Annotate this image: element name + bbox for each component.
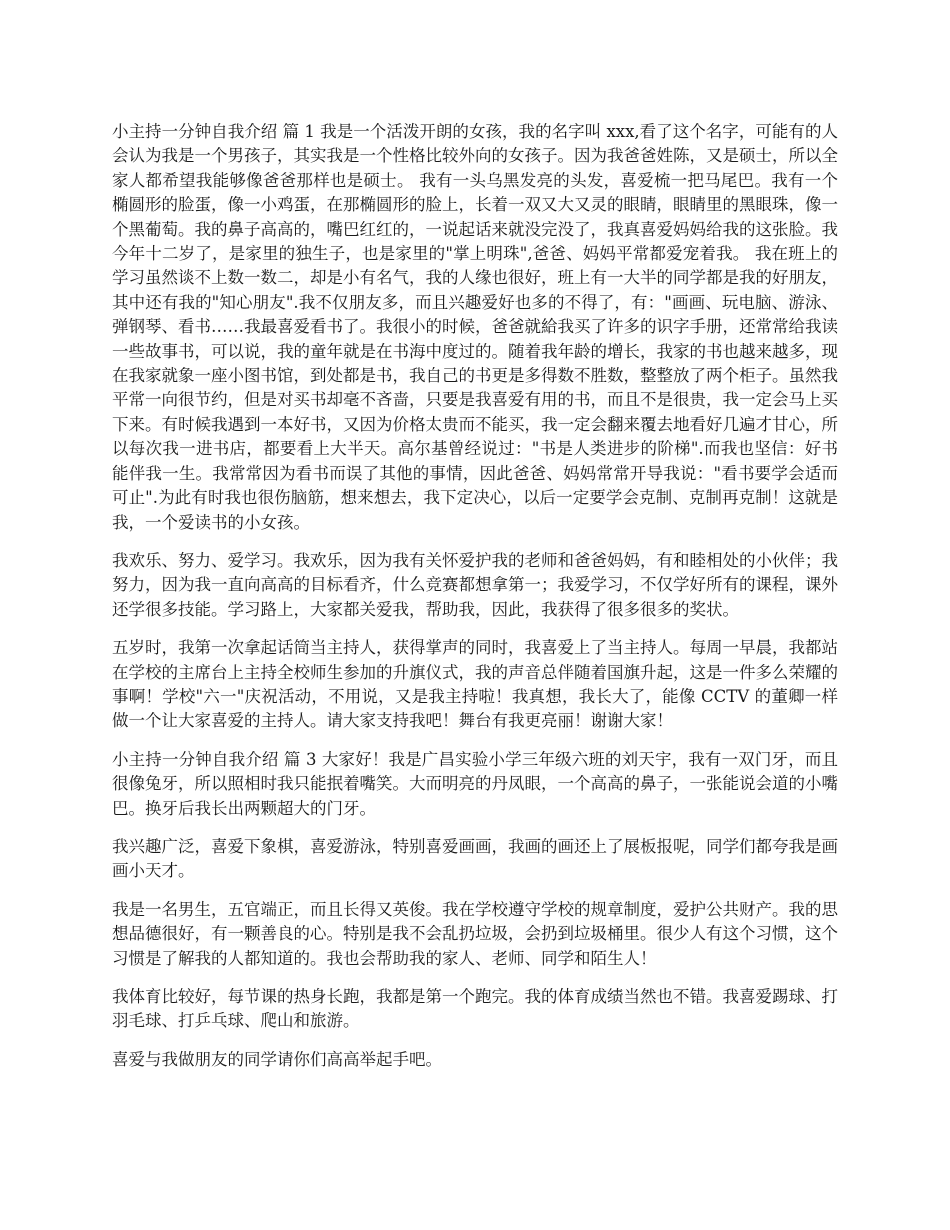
paragraph-2: 我欢乐、努力、爱学习。我欢乐，因为我有关怀爱护我的老师和爸爸妈妈，有和睦相处的小伙伴；我努力，因为我一直向高高的目标看齐，什么竞赛都想拿第一；我爱学习，不仅学好所有的课程，课外还学很多技能。学习路上，大家都关爱我，帮助我，因此，我获得了很多很多的奖状。 [112,550,838,619]
document-page [112,120,838,1086]
paragraph-7: 我体育比较好，每节课的热身长跑，我都是第一个跑完。我的体育成绩当然也不错。我喜爱踢球、打羽毛球、打乒乓球、爬山和旅游。 [112,987,838,1031]
paragraph-4: 小主持一分钟自我介绍 篇 3 大家好！我是广昌实验小学三年级六班的刘天宇，我有一双门牙，而且很像兔牙，所以照相时我只能抿着嘴笑。大而明亮的丹凤眼，一个高高的鼻子，一张能说会道的小嘴巴。换牙后我长出两颗超大的门牙。 [112,749,838,818]
paragraph-6: 我是一名男生，五官端正，而且长得又英俊。我在学校遵守学校的规章制度，爱护公共财产。我的思想品德很好，有一颗善良的心。特别是我不会乱扔垃圾，会扔到垃圾桶里。很少人有这个习惯，这个习惯是了解我的人都知道的。我也会帮助我的家人、老师、同学和陌生人！ [112,899,838,968]
paragraph-3: 五岁时，我第一次拿起话筒当主持人，获得掌声的同时，我喜爱上了当主持人。每周一早晨，我都站在学校的主席台上主持全校师生参加的升旗仪式，我的声音总伴随着国旗升起，这是一件多么荣耀的事啊！学校"六一"庆祝活动，不用说，又是我主持啦！我真想，我长大了，能像 CCTV 的董卿一样做一个让大家喜爱的主持人。请大家支持我吧！舞台有我更亮丽！谢谢大家！ [112,638,838,731]
paragraph-1: 小主持一分钟自我介绍 篇 1 我是一个活泼开朗的女孩，我的名字叫 xxx,看了这个名字，可能有的人会认为我是一个男孩子，其实我是一个性格比较外向的女孩子。因为我爸爸姓陈，又是硕士，所以全家人都希望我能够像爸爸那样也是硕士。 我有一头乌黑发亮的头发，喜爱梳一把马尾巴。我有一个椭圆形的脸蛋，像一小鸡蛋，在那椭圆形的脸上，长着一双又大又灵的眼睛，眼睛里的黑眼珠，像一个黑葡萄。我的鼻子高高的，嘴巴红红的，一说起话来就没完没了，我真喜爱妈妈给我的这张脸。我今年十二岁了，是家里的独生子，也是家里的"掌上明珠",爸爸、妈妈平常都爱宠着我。 我在班上的学习虽然谈不上数一数二，却是小有名气，我的人缘也很好，班上有一大半的同学都是我的好朋友，其中还有我的"知心朋友".我不仅朋友多，而且兴趣爱好也多的不得了，有："画画、玩电脑、游泳、弹钢琴、看书……我最喜爱看书了。我很小的时候，爸爸就給我买了许多的识字手册，还常常给我读一些故事书，可以说，我的童年就是在书海中度过的。随着我年龄的增长，我家的书也越来越多，现在我家就象一座小图书馆，到处都是书，我自己的书更是多得数不胜数，整整放了两个柜子。虽然我平常一向很节约，但是对买书却毫不吝啬，只要是我喜爱有用的书，而且不是很贵，我一定会马上买下来。有时候我遇到一本好书，又因为价格太贵而不能买，我一定会翻来覆去地看好几遍才甘心，所以每次我一进书店，都要看上大半天。高尔基曾经说过："书是人类进步的阶梯".而我也坚信：好书能伴我一生。我常常因为看书而误了其他的事情，因此爸爸、妈妈常常开导我说："看书要学会适而可止".为此有时我也很伤脑筋，想来想去，我下定决心，以后一定要学会克制、克制再克制！这就是我，一个爱读书的小女孩。 [112,122,838,532]
paragraph-8: 喜爱与我做朋友的同学请你们高高举起手吧。 [112,1049,442,1069]
paragraph-5: 我兴趣广泛，喜爱下象棋，喜爱游泳，特别喜爱画画，我画的画还上了展板报呢，同学们都夸我是画画小天才。 [112,836,838,881]
